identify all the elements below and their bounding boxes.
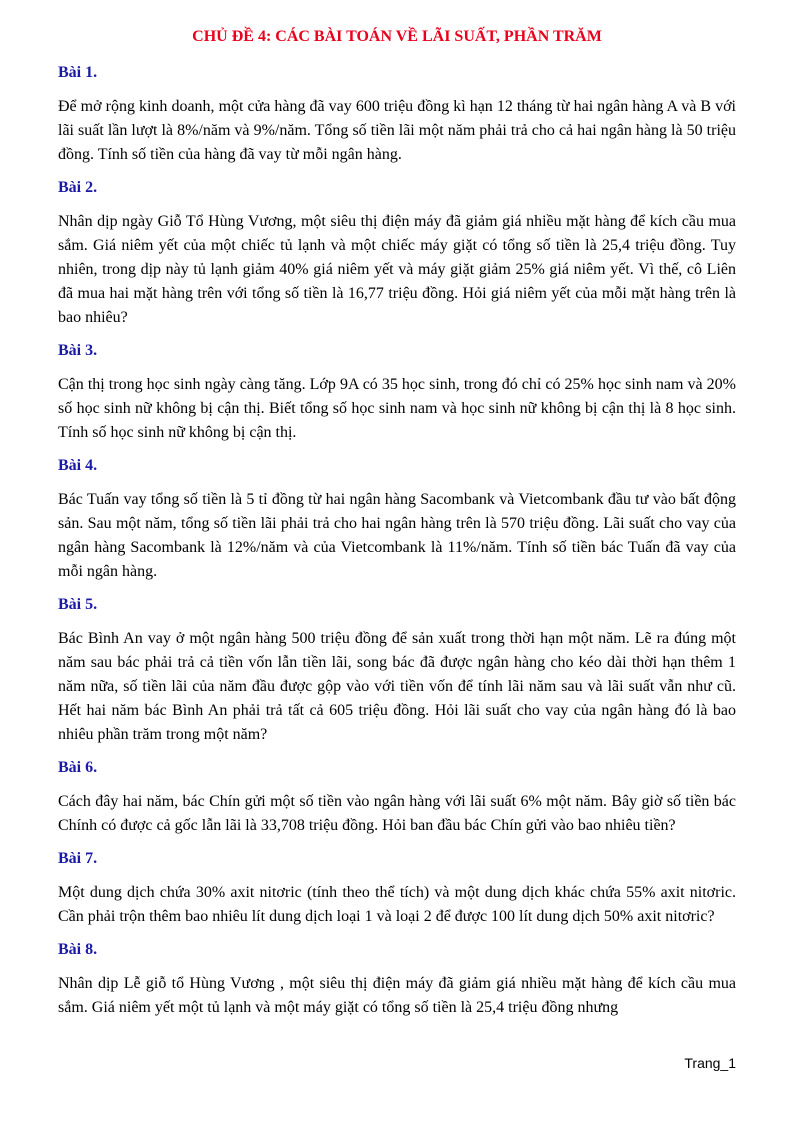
problem-heading: Bài 5. xyxy=(58,596,98,613)
problem-text: Cách đây hai năm, bác Chín gửi một số tiền vào ngân hàng với lãi suất 6% một năm. Bây giờ số tiền bác Chính có được cả gốc lẫn lãi là 33,708 triệu đồng. Hỏi ban đầu bác Chín gửi vào bao nhiêu tiền? xyxy=(58,793,736,834)
page-number: Trang_1 xyxy=(684,1055,736,1071)
problem-8 xyxy=(58,940,736,1020)
problem-text: Một dung dịch chứa 30% axit nitơric (tính theo thể tích) và một dung dịch khác chứa 55% axit nitơric. Cần phải trộn thêm bao nhiêu lít dung dịch loại 1 và loại 2 để được 100 lít dung dịch 50% axit nitơric? xyxy=(58,884,736,925)
problem-text: Để mở rộng kinh doanh, một cửa hàng đã vay 600 triệu đồng kì hạn 12 tháng từ hai ngân hàng A và B với lãi suất lần lượt là 8%/năm và 9%/năm. Tổng số tiền lãi một năm phải trả cho cả hai ngân hàng là 50 triệu đồng. Tính số tiền của hàng đã vay từ mỗi ngân hàng. xyxy=(58,98,736,163)
problem-heading: Bài 7. xyxy=(58,850,98,867)
problem-3 xyxy=(58,341,736,445)
problem-4 xyxy=(58,456,736,584)
problem-text: Nhân dịp Lễ giỗ tổ Hùng Vương , một siêu thị điện máy đã giảm giá nhiều mặt hàng để kích cầu mua sắm. Giá niêm yết một tủ lạnh và một máy giặt có tổng số tiền là 25,4 triệu đồng nhưng xyxy=(58,975,736,1016)
problem-list xyxy=(58,63,736,1031)
problem-heading: Bài 4. xyxy=(58,457,98,474)
problem-heading: Bài 8. xyxy=(58,941,98,958)
problem-heading: Bài 1. xyxy=(58,64,98,81)
problem-heading: Bài 2. xyxy=(58,179,98,196)
problem-2 xyxy=(58,178,736,330)
problem-heading: Bài 3. xyxy=(58,342,98,359)
problem-text: Nhân dịp ngày Giỗ Tổ Hùng Vương, một siêu thị điện máy đã giảm giá nhiều mặt hàng để kích cầu mua sắm. Giá niêm yết của một chiếc tủ lạnh và một chiếc máy giặt có tổng số tiền là 25,4 triệu đồng. Tuy nhiên, trong dịp này tủ lạnh giảm 40% giá niêm yết và máy giặt giảm 25% giá niêm yết. Vì thế, cô Liên đã mua hai mặt hàng trên với tổng số tiền là 16,77 triệu đồng. Hỏi giá niêm yết của mỗi mặt hàng trên là bao nhiêu? xyxy=(58,213,736,326)
problem-text: Cận thị trong học sinh ngày càng tăng. Lớp 9A có 35 học sinh, trong đó chỉ có 25% học sinh nam và 20% số học sinh nữ không bị cận thị. Biết tổng số học sinh nam và học sinh nữ không bị cận thị là 8 học sinh. Tính số học sinh nữ không bị cận thị. xyxy=(58,376,736,441)
problem-1 xyxy=(58,63,736,167)
problem-5 xyxy=(58,595,736,747)
page-title: CHỦ ĐỀ 4: CÁC BÀI TOÁN VỀ LÃI SUẤT, PHẦN TRĂM xyxy=(192,28,602,45)
problem-7 xyxy=(58,849,736,929)
problem-6 xyxy=(58,758,736,838)
problem-heading: Bài 6. xyxy=(58,759,98,776)
problem-text: Bác Bình An vay ở một ngân hàng 500 triệu đồng để sản xuất trong thời hạn một năm. Lẽ ra đúng một năm sau bác phải trả cả tiền vốn lẫn tiền lãi, song bác đã được ngân hàng cho kéo dài thời hạn thêm 1 năm nữa, số tiền lãi của năm đầu được gộp vào với tiền vốn để tính lãi năm sau và lãi suất vẫn như cũ. Hết hai năm bác Bình An phải trả tất cả 605 triệu đồng. Hỏi lãi suất cho vay của ngân hàng đó là bao nhiêu phần trăm trong một năm? xyxy=(58,630,736,743)
problem-text: Bác Tuấn vay tổng số tiền là 5 tỉ đồng từ hai ngân hàng Sacombank và Vietcombank đầu tư vào bất động sản. Sau một năm, tổng số tiền lãi phải trả cho hai ngân hàng trên là 570 triệu đồng. Lãi suất cho vay của ngân hàng Sacombank là 12%/năm và của Vietcombank là 11%/năm. Tính số tiền bác Tuấn đã vay của mỗi ngân hàng. xyxy=(58,491,736,580)
